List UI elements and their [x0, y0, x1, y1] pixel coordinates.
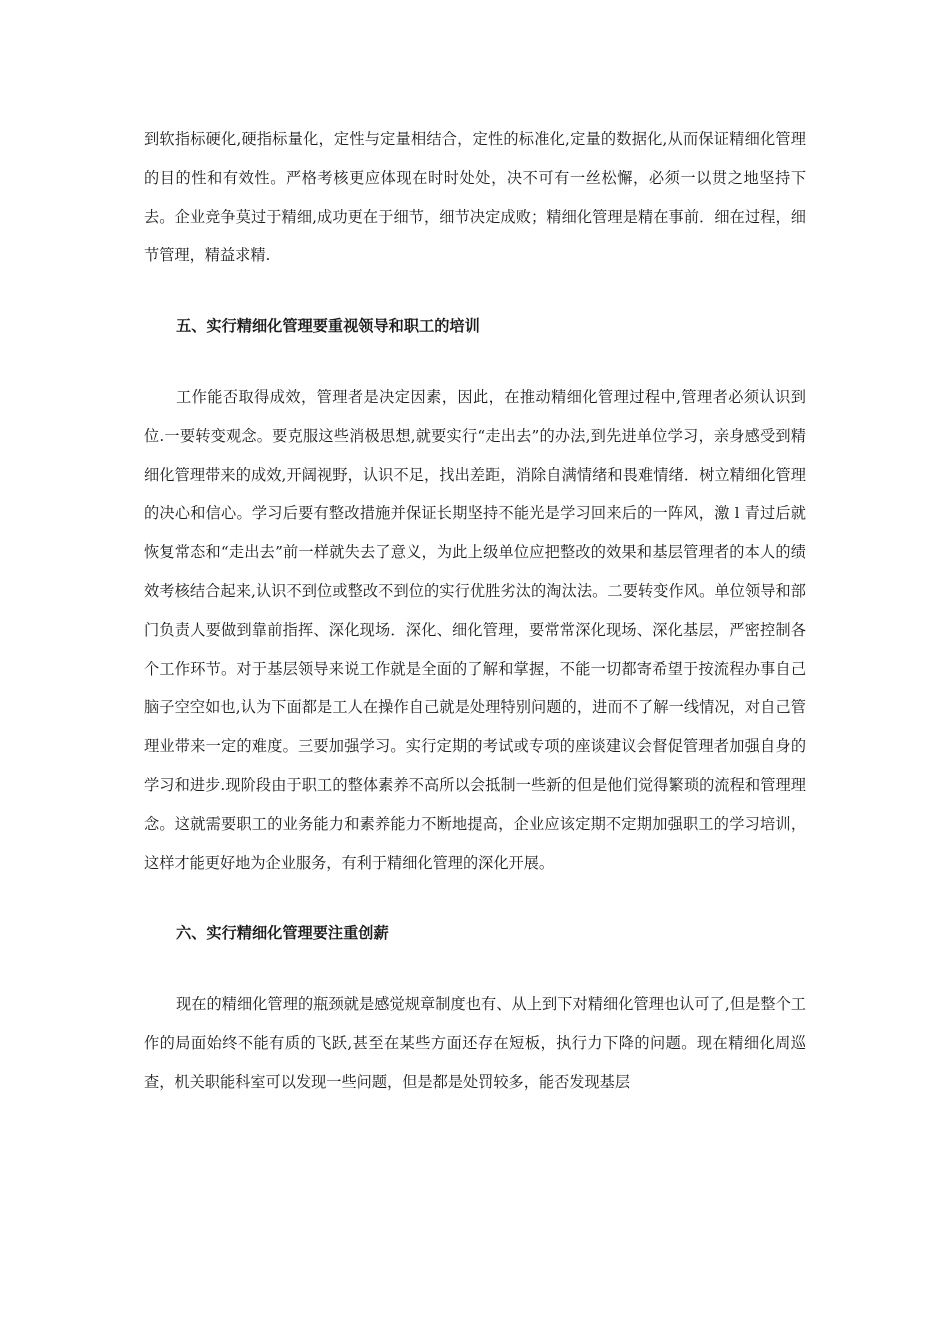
- spacer: [144, 882, 806, 914]
- paragraph-2: 工作能否取得成效，管理者是决定因素，因此，在推动精细化管理过程中,管理者必须认识到位.一要转变观念。要克服这些消极思想,就要实行“走出去”的办法,到先进单位学习，亲身感受到精细化管理带来的成效,开阔视野，认识不足，找出差距，消除自满情绪和畏难情绪．树立精细化管理的决心和信心。学习后要有整改措施并保证长期坚持不能光是学习回来后的一阵风，激 l 青过后就恢复常态和“走出去”前一样就失去了意义，为此上级单位应把整改的效果和基层管理者的本人的绩效考核结合起来,认识不到位或整改不到位的实行优胜劣汰的淘汰法。二要转变作风。单位领导和部门负责人要做到靠前指挥、深化现场．深化、细化管理，要常常深化现场、深化基层，严密控制各个工作环节。对于基层领导来说工作就是全面的了解和掌握，不能一切都寄希望于按流程办事自己脑子空空如也,认为下面都是工人在操作自己就是处理特别问题的，进而不了解一线情况，对自己管理业带来一定的难度。三要加强学习。实行定期的考试或专项的座谈建议会督促管理者加强自身的学习和进步.现阶段由于职工的整体素养不高所以会抵制一些新的但是他们觉得繁琐的流程和管理理念。这就需要职工的业务能力和素养能力不断地提高，企业应该定期不定期加强职工的学习培训，这样才能更好地为企业服务，有利于精细化管理的深化开展。: [144, 387, 806, 872]
- spacer: [144, 275, 806, 307]
- section-heading-6: 六、实行精细化管理要注重创薪: [176, 924, 389, 943]
- spacer: [144, 346, 806, 378]
- paragraph-3: 现在的精细化管理的瓶颈就是感觉规章制度也有、从上到下对精细化管理也认可了,但是整个工作的局面始终不能有质的飞跃,甚至在某些方面还存在短板，执行力下降的问题。现在精细化周巡查，机关职能科室可以发现一些问题，但是都是处罚较多，能否发现基层: [144, 995, 806, 1091]
- document-page: [144, 120, 806, 1102]
- paragraph-1: 到软指标硬化,硬指标量化，定性与定量相结合，定性的标准化,定量的数据化,从而保证精细化管理的目的性和有效性。严格考核更应体现在时时处处，决不可有一丝松懈，必须一以贯之地坚持下去。企业竞争莫过于精细,成功更在于细节，细节决定成败；精细化管理是精在事前．细在过程，细节管理，精益求精.: [144, 130, 806, 265]
- spacer: [144, 953, 806, 985]
- section-heading-5: 五、实行精细化管理要重视领导和职工的培训: [176, 317, 480, 336]
